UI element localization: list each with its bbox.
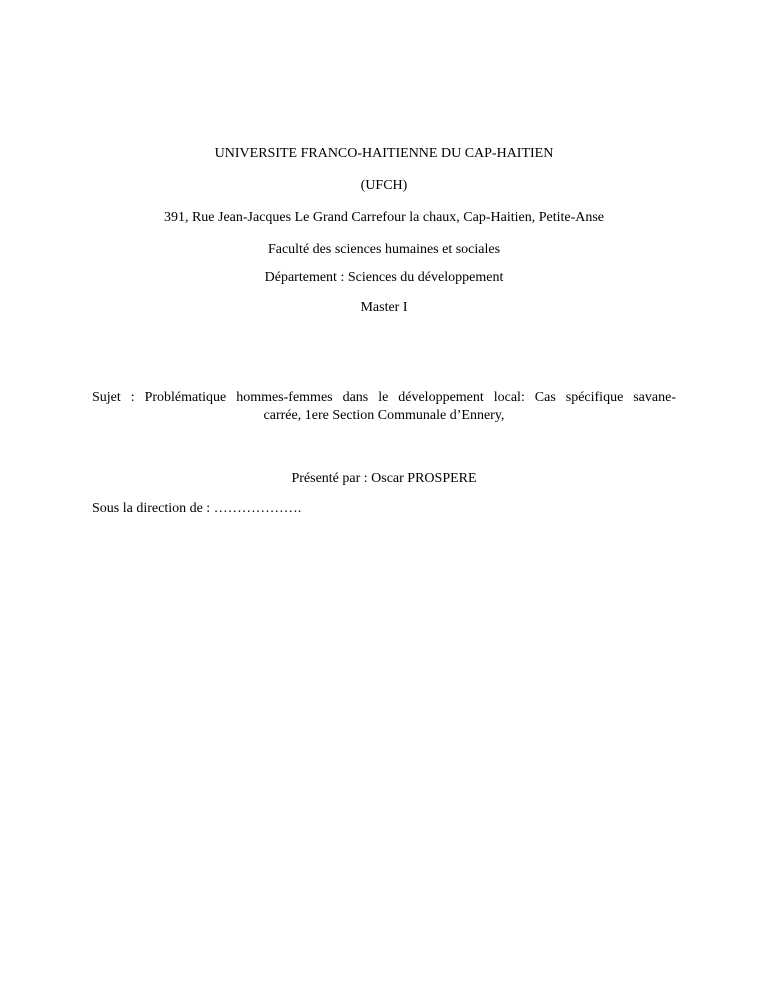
thesis-subject: [92, 389, 676, 425]
university-acronym: (UFCH): [360, 178, 408, 193]
department-name: Département : Sciences du développement: [264, 270, 504, 285]
subject-line-1: Sujet : Problématique hommes-femmes dans le développement local: Cas spécifique savane-: [92, 390, 676, 405]
subject-line-2: carrée, 1ere Section Communale d’Ennery,: [263, 408, 505, 423]
supervisor-line: Sous la direction de : ……………….: [92, 501, 302, 516]
presented-by: Présenté par : Oscar PROSPERE: [291, 471, 477, 486]
university-address: 391, Rue Jean-Jacques Le Grand Carrefour la chaux, Cap-Haitien, Petite-Anse: [163, 210, 605, 225]
program-level: Master I: [360, 300, 408, 315]
faculty-name: Faculté des sciences humaines et sociales: [267, 242, 501, 257]
university-name: UNIVERSITE FRANCO-HAITIENNE DU CAP-HAITIEN: [214, 146, 554, 161]
